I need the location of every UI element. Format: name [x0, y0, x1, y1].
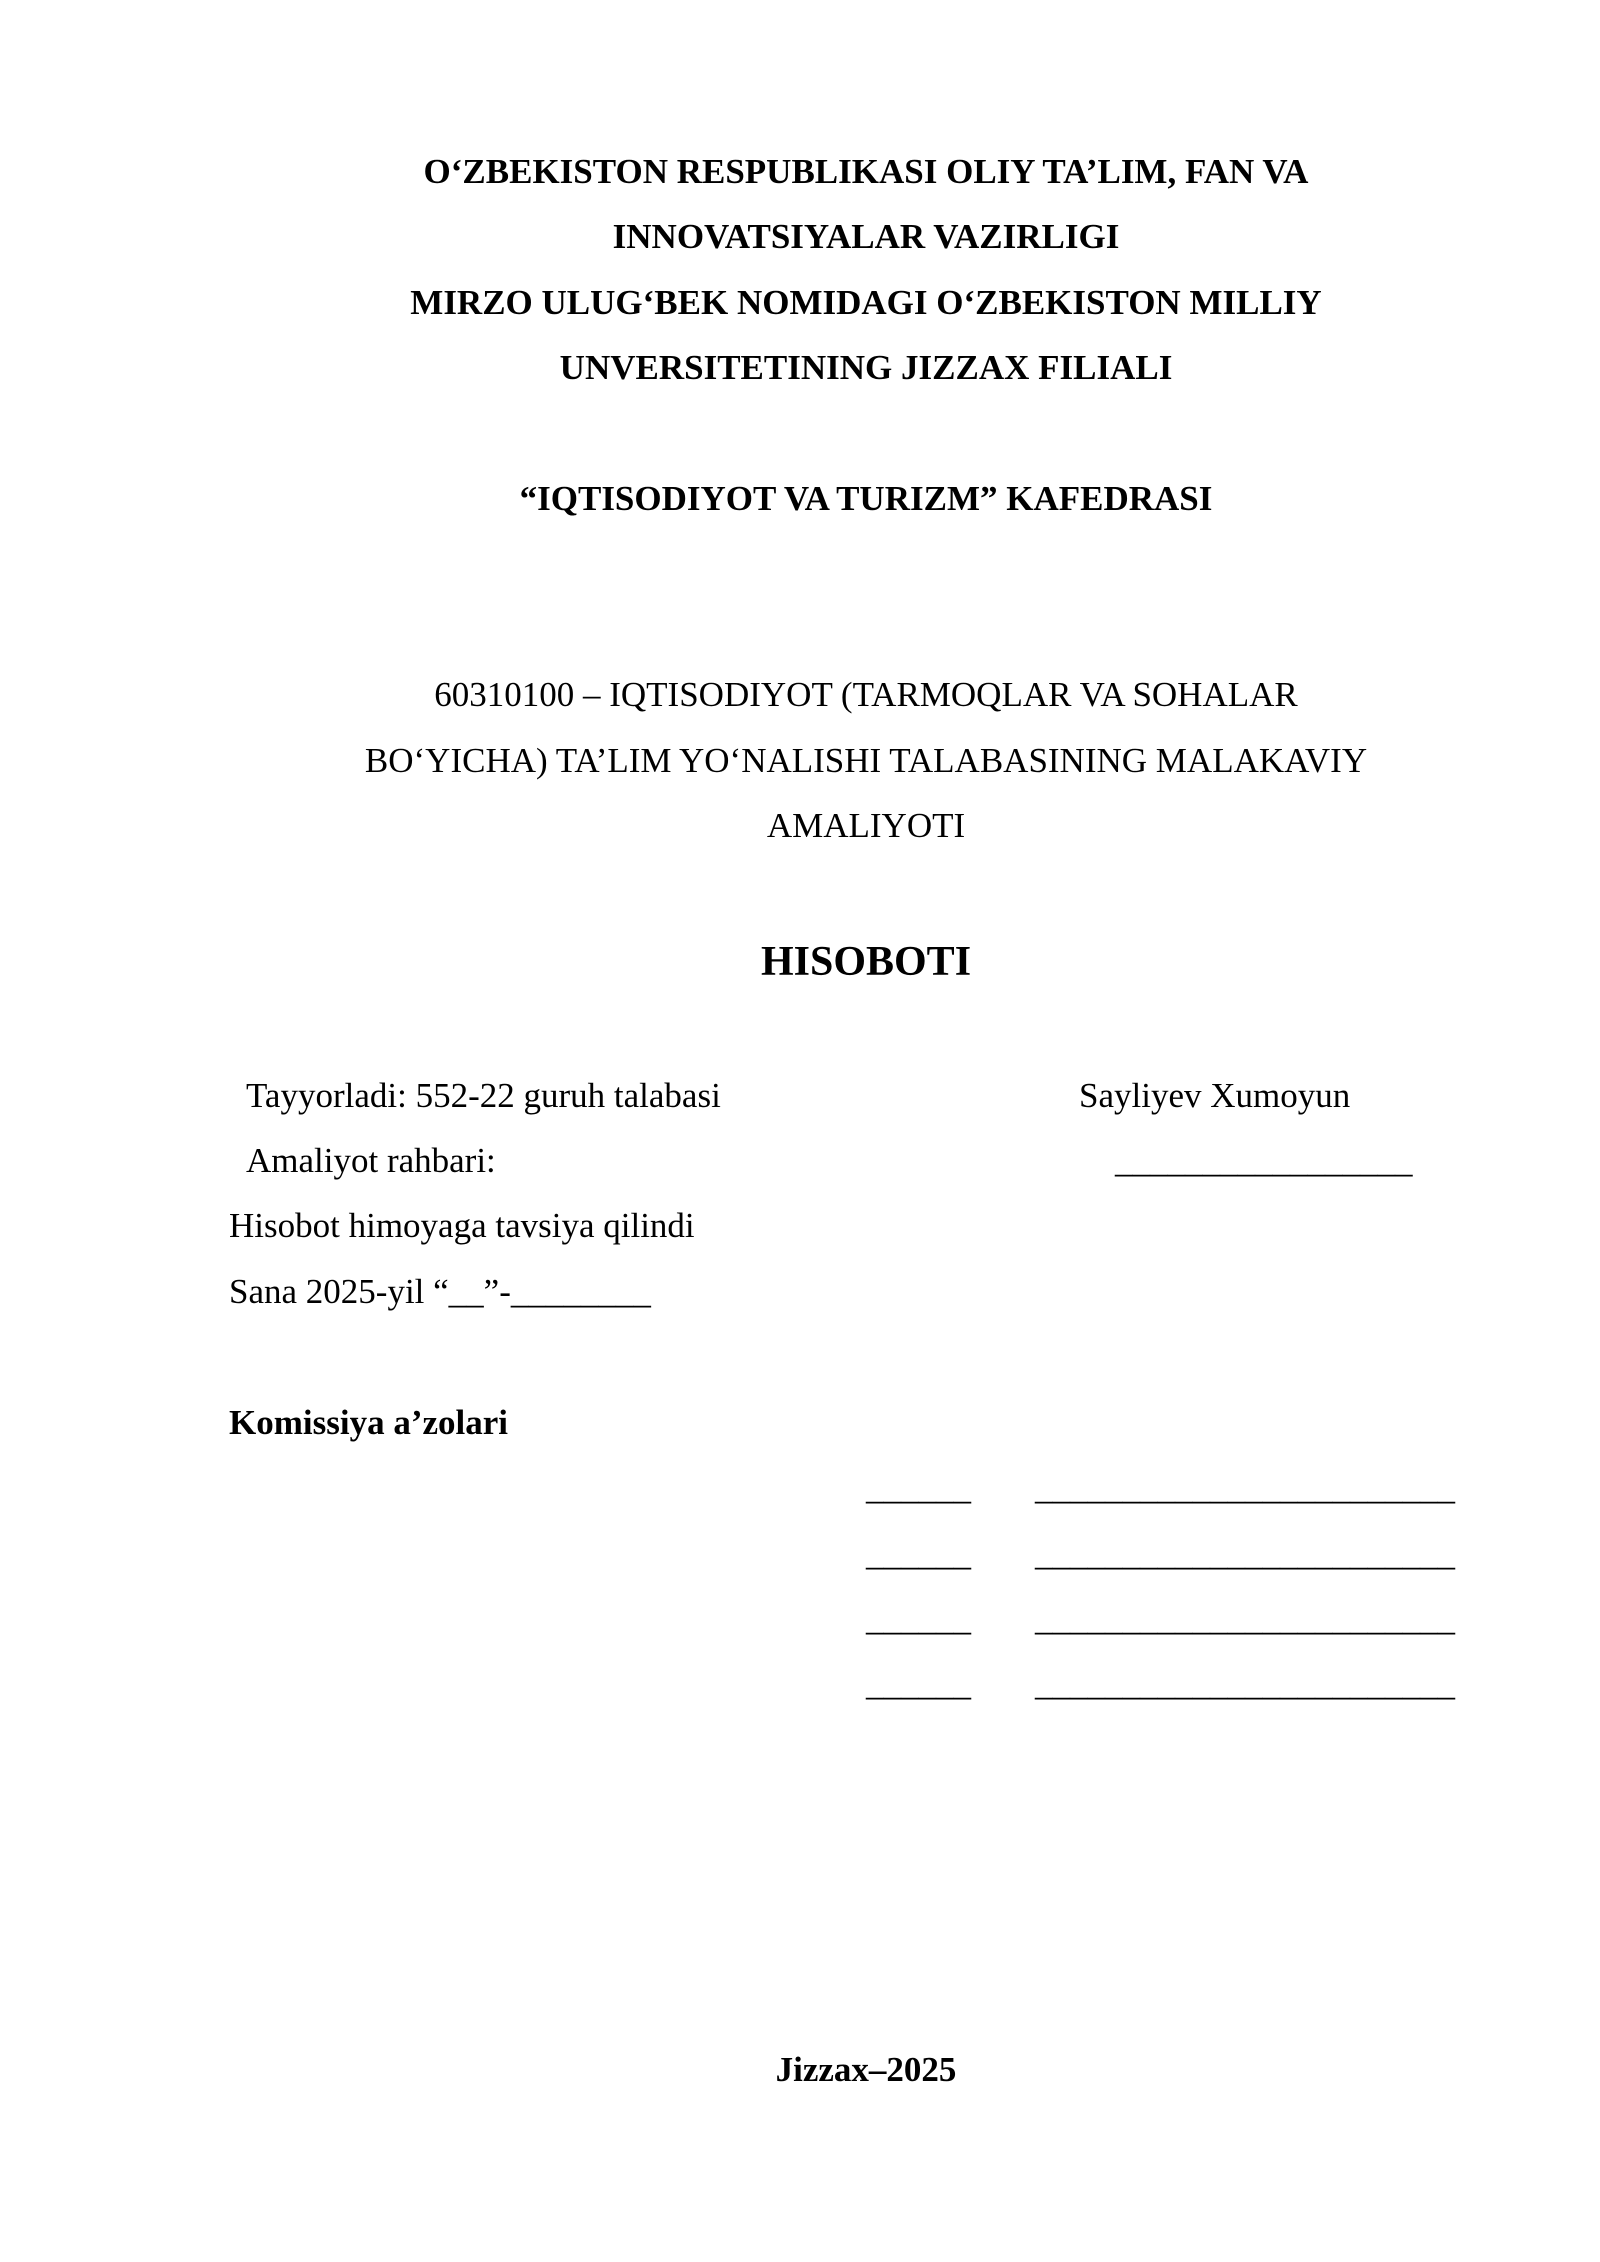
university-line-1: MIRZO ULUG‘BEK NOMIDAGI O‘ZBEKISTON MILLIY	[410, 283, 1322, 322]
commission-row-3-long: ________________________	[1035, 1599, 1455, 1638]
ministry-line-1: O‘ZBEKISTON RESPUBLIKASI OLIY TA’LIM, FAN VA	[423, 152, 1309, 191]
commission-row-1-long: ________________________	[1035, 1468, 1455, 1507]
place-year: Jizzax–2025	[775, 2050, 957, 2089]
prepared-by-label: Tayyorladi: 552-22 guruh talabasi	[246, 1076, 721, 1115]
commission-row-4-long: ________________________	[1035, 1664, 1455, 1703]
program-line-3: AMALIYOTI	[766, 806, 966, 845]
report-title: HISOBOTI	[760, 939, 972, 985]
university-line-2: UNVERSITETINING JIZZAX FILIALI	[559, 348, 1173, 387]
commission-row-1-short: ______	[866, 1468, 971, 1507]
ministry-line-2: INNOVATSIYALAR VAZIRLIGI	[612, 217, 1120, 256]
date-line: Sana 2025-yil “__”-________	[229, 1272, 651, 1311]
commission-row-2-long: ________________________	[1035, 1534, 1455, 1573]
commission-row-2-short: ______	[866, 1534, 971, 1573]
commission-heading: Komissiya a’zolari	[229, 1403, 508, 1442]
program-line-2: BO‘YICHA) TA’LIM YO‘NALISHI TALABASINING MALAKAVIY	[364, 741, 1368, 780]
recommendation-text: Hisobot himoyaga tavsiya qilindi	[229, 1206, 695, 1245]
commission-row-4-short: ______	[866, 1664, 971, 1703]
student-name: Sayliyev Xumoyun	[1079, 1076, 1351, 1115]
supervisor-signature-blank: _________________	[1115, 1141, 1413, 1180]
program-line-1: 60310100 – IQTISODIYOT (TARMOQLAR VA SOHALAR	[434, 675, 1298, 714]
commission-row-3-short: ______	[866, 1599, 971, 1638]
department-name: “IQTISODIYOT VA TURIZM” KAFEDRASI	[519, 479, 1213, 518]
supervisor-label: Amaliyot rahbari:	[246, 1141, 496, 1180]
